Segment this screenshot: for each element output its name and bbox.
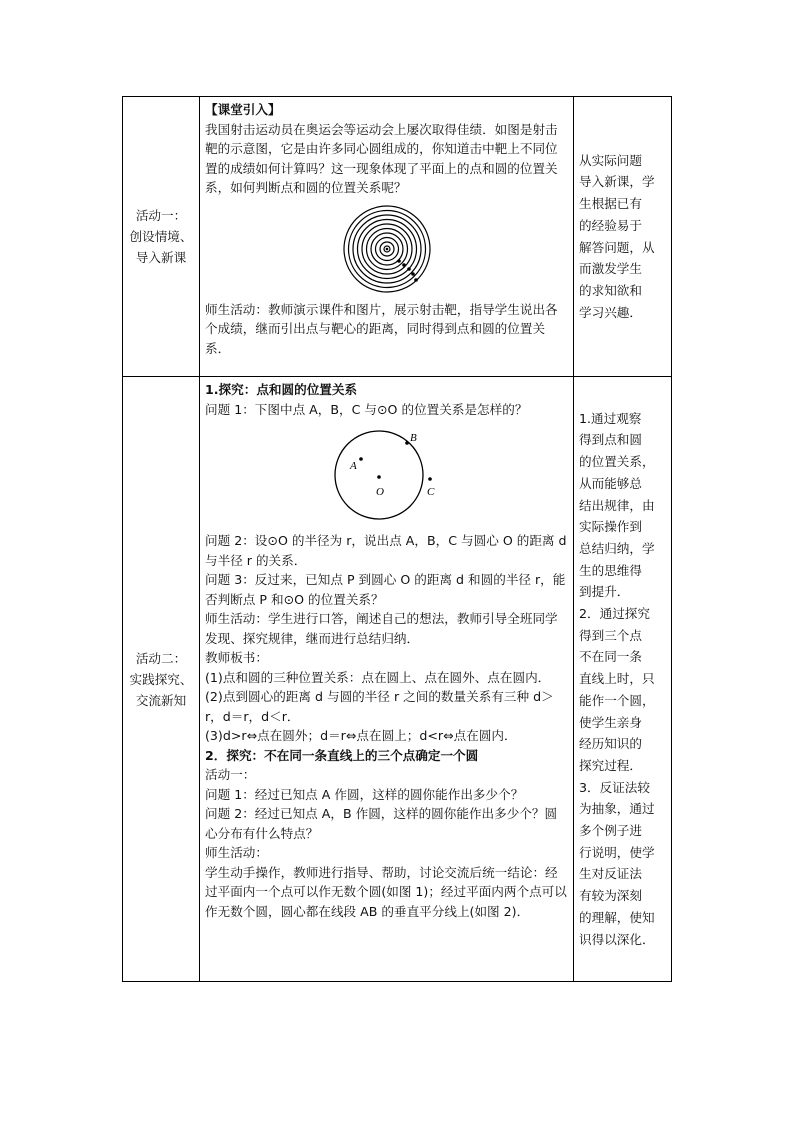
label-o: O	[375, 486, 384, 498]
note-line: 多个例子进	[579, 823, 642, 839]
note-line: 从实际问题	[579, 152, 642, 168]
note-line: 的求知欲和	[579, 282, 642, 298]
note-line: 使学生亲身	[579, 714, 642, 730]
conclusion-paragraph: 学生动手操作，教师进行指导、帮助，讨论交流后统一结论：经过平面内一个点可以作无数个圆(如图 1)；经过平面内两个点可以作无数个圆，圆心都在线段 AB 的垂直平分线上(如图 2)．	[205, 864, 567, 919]
note-line: 2．通过探究	[579, 606, 650, 622]
board-item: (3)d>r⇔点在圆外；d＝r⇔点在圆上；d<r⇔点在圆内．	[205, 728, 517, 743]
table-row	[123, 377, 672, 982]
note-line: 生的思维得	[579, 562, 642, 578]
note-line: 有较为深刻	[579, 888, 642, 904]
circle-points-figure	[332, 425, 442, 525]
note-line: 不在同一条	[579, 649, 642, 665]
question: 问题 2：设⊙O 的半径为 r，说出点 A，B，C 与圆心 O 的距离 d 与半径 r 的关系．	[205, 533, 567, 568]
note-line: 3．反证法较	[579, 779, 650, 795]
content-cell	[200, 97, 574, 377]
activity-line: 交流新知	[135, 692, 187, 708]
note-line: 生根据已有	[579, 196, 642, 212]
question: 问题 1：下图中点 A，B，C 与⊙O 的位置关系是怎样的？	[205, 401, 528, 417]
note-line: 生对反证法	[579, 866, 642, 882]
table-row	[123, 97, 672, 377]
note-line: 探究过程．	[579, 757, 642, 773]
note-line: 而激发学生	[579, 261, 642, 277]
sub-activity-label: 活动一：	[205, 767, 256, 782]
note-line: 学习兴趣．	[579, 304, 642, 320]
note-line: 导入新课，学	[579, 174, 655, 190]
explore-title: 2．探究：不在同一条直线上的三个点确定一个圆	[205, 747, 479, 763]
note-line: 识得以深化．	[579, 931, 655, 947]
note-line: 行说明，使学	[579, 844, 655, 860]
activity-line: 活动二：	[135, 650, 187, 666]
activity-description: 师生活动：学生进行口答，阐述自己的想法，教师引导全班同学发现、探究规律，继而进行总结归纳．	[205, 611, 558, 646]
board-item: (2)点到圆心的距离 d 与圆的半径 r 之间的数量关系有三种 d＞r，d＝r，d＜r．	[205, 689, 554, 724]
note-line: 解答问题，从	[579, 239, 655, 255]
teacher-activity: 师生活动：教师演示课件和图片，展示射击靶，指导学生说出各个成绩，继而引出点与靶心的距离，同时得到点和圆的位置关系．	[205, 301, 558, 356]
note-line: 1.通过观察	[579, 410, 642, 426]
note-line: 得到点和圆	[579, 432, 642, 448]
activity-name	[123, 377, 200, 982]
board-item: (1)点和圆的三种位置关系：点在圆上、点在圆外、点在圆内．	[205, 669, 551, 685]
note-line: 结出规律，由	[579, 497, 655, 513]
note-line: 为抽象，通过	[579, 801, 655, 817]
activity-name	[123, 97, 200, 377]
activity-line: 导入新课	[135, 250, 187, 265]
activity-line: 实践探究、	[129, 671, 193, 687]
section-heading: 【课堂引入】	[205, 102, 281, 117]
note-line: 从而能够总	[579, 475, 642, 491]
note-line: 总结归纳，学	[579, 540, 655, 556]
content-cell	[200, 377, 574, 982]
note-line: 实际操作到	[579, 519, 642, 535]
note-line: 得到三个点	[579, 627, 642, 643]
note-line: 的经验易于	[579, 217, 642, 233]
note-line: 的位置关系，	[579, 454, 655, 470]
note-line: 到提升．	[579, 584, 630, 600]
intro-paragraph: 我国射击运动员在奥运会等运动会上屡次取得佳绩．如图是射击靶的示意图，它是由许多同心圆组成的，你知道击中靶上不同位置的成绩如何计算吗？这一现象体现了平面上的点和圆的位置关系，如何判断点和圆的位置关系呢？	[205, 121, 558, 195]
label-b: B	[409, 432, 417, 444]
label-c: C	[426, 486, 434, 498]
note-line: 直线上时，只	[579, 671, 655, 687]
activity-line: 活动一：	[135, 208, 187, 223]
question: 问题 3：反过来，已知点 P 到圆心 O 的距离 d 和圆的半径 r，能否判断点 P 和⊙O 的位置关系？	[205, 572, 566, 607]
board-heading: 教师板书：	[205, 650, 268, 665]
activity-line: 创设情境、	[129, 229, 193, 244]
question: 问题 2：经过已知点 A，B 作圆，这样的圆你能作出多少个？圆心分布有什么特点？	[205, 806, 558, 841]
lesson-table	[122, 96, 672, 982]
note-line: 经历知识的	[579, 736, 642, 752]
design-note	[574, 377, 672, 982]
design-note	[574, 97, 672, 377]
teacher-student-label: 师生活动：	[205, 845, 268, 860]
target-figure	[342, 204, 432, 294]
label-a: A	[349, 460, 357, 472]
note-line: 的理解，使知	[579, 909, 655, 925]
question: 问题 1：经过已知点 A 作圆，这样的圆你能作出多少个？	[205, 786, 524, 802]
explore-title: 1.探究：点和圆的位置关系	[205, 382, 358, 397]
note-line: 能作一个圆，	[579, 692, 655, 708]
